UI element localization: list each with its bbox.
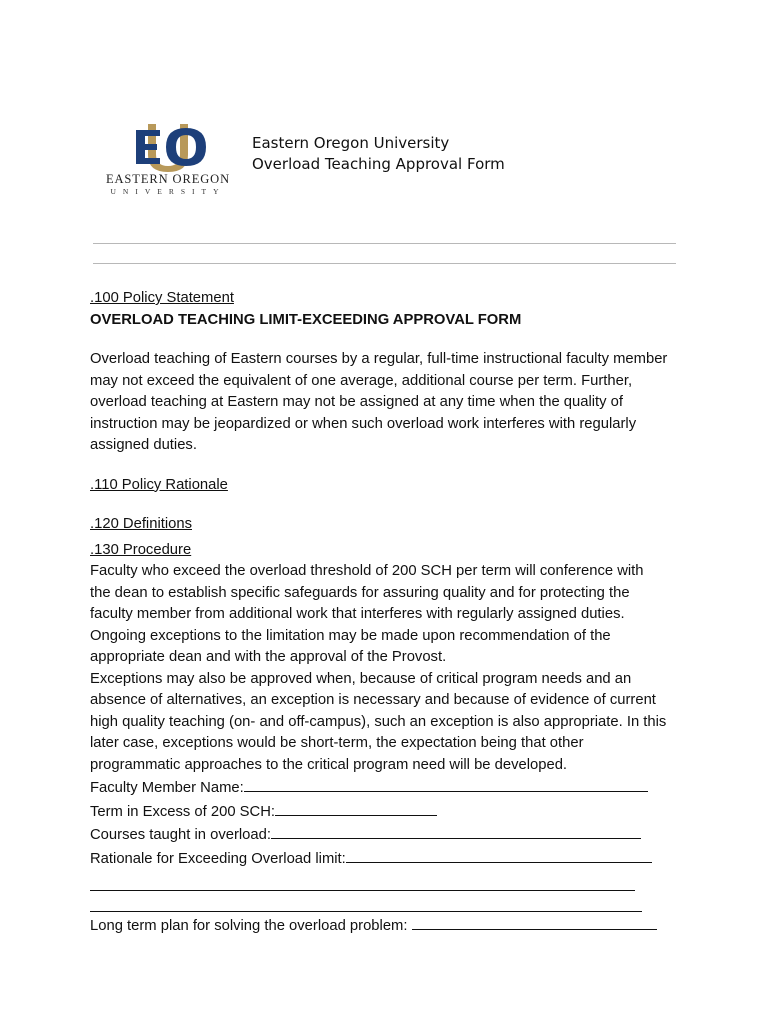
university-name: Eastern Oregon University bbox=[252, 134, 450, 152]
rationale-field bbox=[90, 847, 690, 871]
procedure-paragraph-2: Exceptions may also be approved when, because of critical program needs and an absence of alternatives, an exception is necessary and because of evidence of current high quality teaching (on- and off-campus), such an exception is also appropriate. In this later case, exceptions would be short-term, the expectation being that other programmatic approaches to the critical program need will be developed. bbox=[90, 670, 667, 773]
divider-top bbox=[93, 243, 676, 244]
term-excess-field bbox=[90, 800, 690, 824]
courses-line[interactable] bbox=[271, 823, 641, 839]
form-title: OVERLOAD TEACHING LIMIT-EXCEEDING APPROVAL FORM bbox=[90, 311, 522, 328]
eou-logo bbox=[96, 122, 240, 200]
logo-subtitle: UNIVERSITY bbox=[110, 187, 226, 196]
divider-bottom bbox=[93, 263, 676, 264]
courses-label: Courses taught in overload: bbox=[90, 827, 271, 843]
policy-rationale-heading: .110 Policy Rationale bbox=[90, 476, 228, 493]
eou-logo-mark bbox=[96, 122, 240, 172]
document-body bbox=[90, 288, 690, 938]
header-title bbox=[252, 133, 505, 175]
faculty-name-line[interactable] bbox=[244, 776, 648, 792]
procedure-paragraph-1: Faculty who exceed the overload threshold of 200 SCH per term will conference with the dean to establish specific safeguards for assuring quality and for protecting the faculty member from additional work that interferes with regularly assigned duties. Ongoing exceptions to the limitation may be made upon recommendation of the appropriate dean and with the approval of the Provost. bbox=[90, 563, 644, 665]
rationale-blank-line-1[interactable] bbox=[90, 870, 635, 891]
definitions-heading: .120 Definitions bbox=[90, 516, 192, 532]
long-term-field bbox=[90, 914, 690, 938]
procedure-heading: .130 Procedure bbox=[90, 541, 192, 558]
courses-field bbox=[90, 823, 690, 847]
rationale-line[interactable] bbox=[346, 847, 652, 863]
policy-statement-body: Overload teaching of Eastern courses by a regular, full-time instructional faculty member may not exceed the equivalent of one average, additional course per term. Further, overload teaching at Eastern may not be assigned at any time when the quality of instruction may be jeopardized or when such overload work interferes with regularly assigned duties. bbox=[90, 351, 668, 453]
faculty-name-label: Faculty Member Name: bbox=[90, 780, 244, 796]
long-term-line[interactable] bbox=[412, 914, 657, 930]
long-term-label: Long term plan for solving the overload problem: bbox=[90, 918, 412, 934]
faculty-name-field bbox=[90, 776, 690, 800]
term-excess-line[interactable] bbox=[275, 800, 437, 816]
logo-wordmark: EASTERN OREGON bbox=[105, 172, 231, 186]
term-excess-label: Term in Excess of 200 SCH: bbox=[90, 803, 276, 820]
rationale-blank-line-2[interactable] bbox=[90, 891, 642, 912]
form-name: Overload Teaching Approval Form bbox=[252, 155, 505, 173]
policy-statement-heading: .100 Policy Statement bbox=[90, 290, 234, 306]
rationale-label: Rationale for Exceeding Overload limit: bbox=[90, 850, 346, 867]
